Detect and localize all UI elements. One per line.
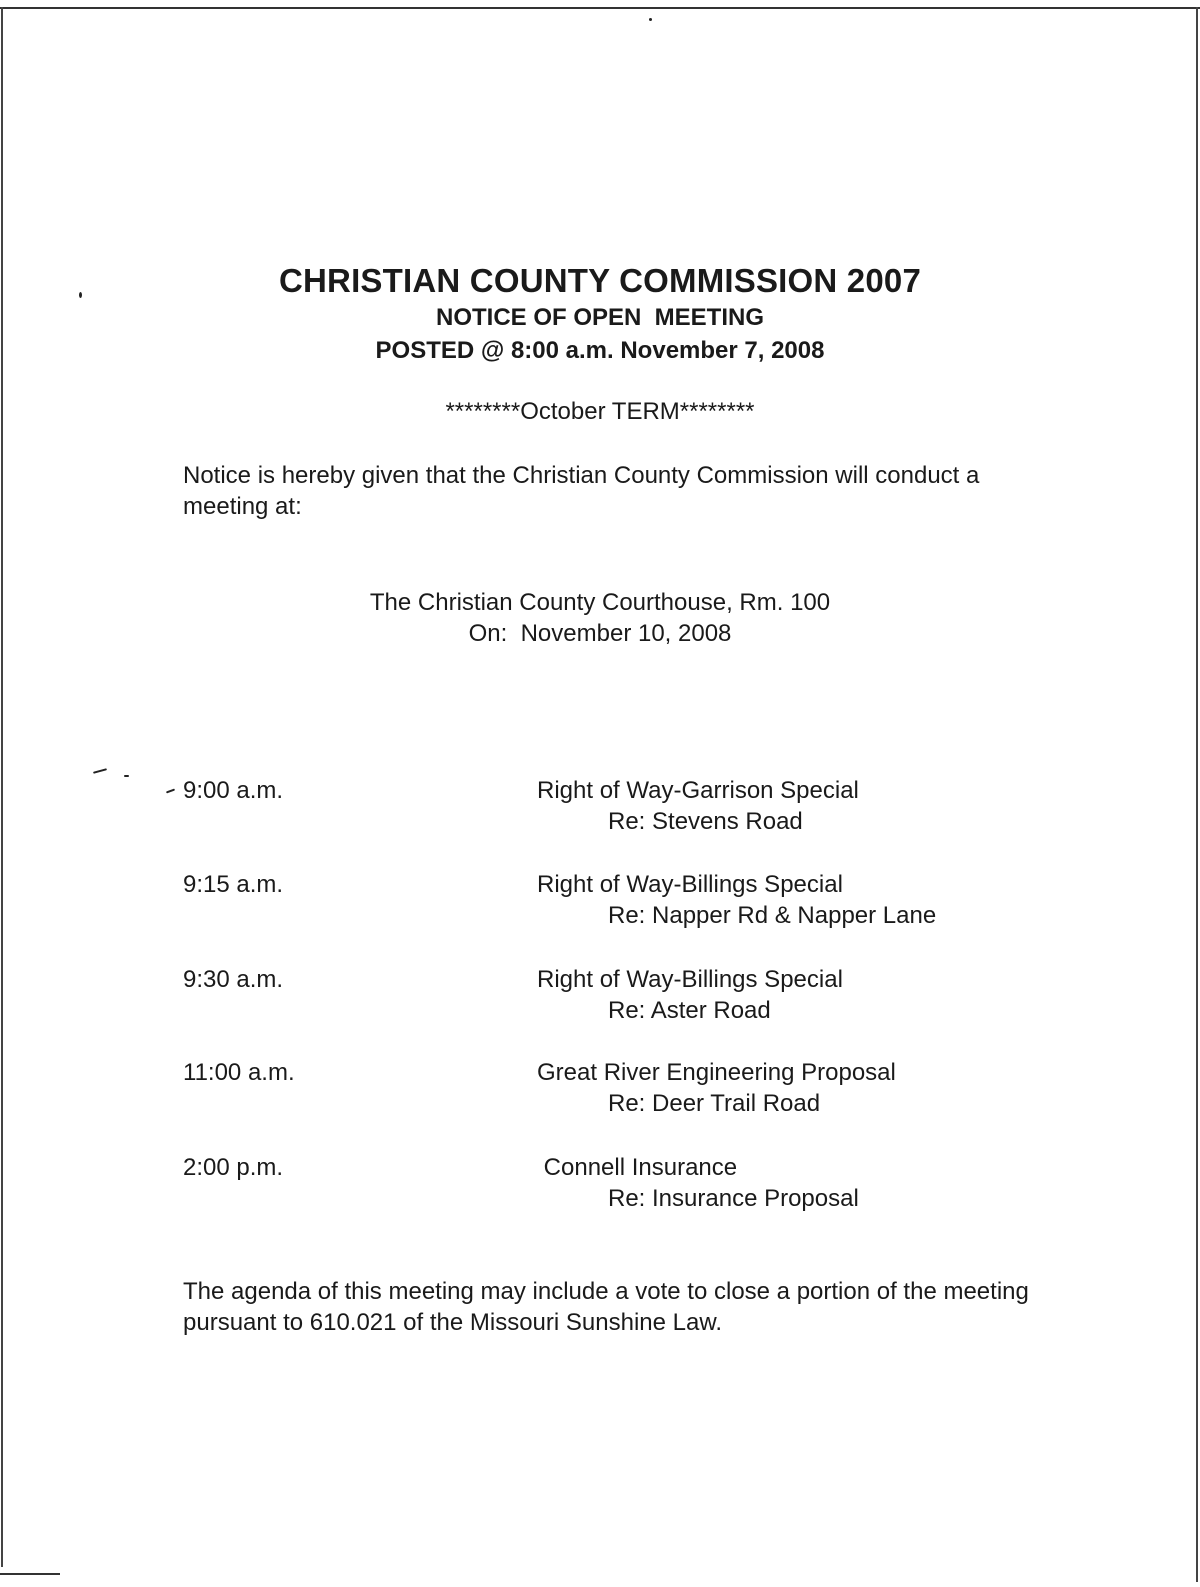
agenda-title: Right of Way-Billings Special: [537, 966, 843, 993]
posted-line: POSTED @ 8:00 a.m. November 7, 2008: [375, 337, 825, 364]
agenda-title: Connell Insurance: [537, 1154, 738, 1181]
agenda-time: 9:15 a.m.: [183, 871, 284, 898]
agenda-title: Right of Way-Garrison Special: [537, 777, 859, 804]
agenda-time: 2:00 p.m.: [183, 1154, 284, 1181]
agenda-time: 9:00 a.m.: [183, 777, 284, 804]
agenda-time: 9:30 a.m.: [183, 966, 284, 993]
closing-paragraph: The agenda of this meeting may include a vote to close a portion of the meeting pursuant to 610.021 of the Missouri Sunshine Law.: [183, 1278, 1029, 1336]
location-place: The Christian County Courthouse, Rm. 100: [369, 589, 831, 616]
meeting-location: [0, 587, 1200, 649]
scan-bottom-mark: [0, 1573, 60, 1575]
scan-speck: [124, 775, 129, 777]
term-line: ********October TERM********: [445, 398, 755, 425]
agenda-re: Re: Stevens Road: [608, 808, 803, 835]
agenda-re: Re: Insurance Proposal: [608, 1185, 859, 1212]
agenda-re: Re: Napper Rd & Napper Lane: [608, 902, 937, 929]
notice-paragraph: Notice is hereby given that the Christian County Commission will conduct a meeting at:: [183, 462, 980, 520]
scan-speck: [166, 789, 175, 794]
agenda-title: Great River Engineering Proposal: [537, 1059, 896, 1086]
scan-speck: [93, 768, 107, 774]
location-date: On: November 10, 2008: [468, 620, 732, 647]
agenda-re: Re: Deer Trail Road: [608, 1090, 821, 1117]
agenda-title: Right of Way-Billings Special: [537, 871, 843, 898]
scan-right-border: [1196, 7, 1198, 1582]
scan-speck: [649, 18, 652, 21]
scan-top-border: [0, 7, 1200, 9]
agenda-time: 11:00 a.m.: [183, 1059, 295, 1086]
document-subtitle: NOTICE OF OPEN MEETING: [435, 304, 765, 331]
agenda-re: Re: Aster Road: [608, 997, 771, 1024]
document-title: CHRISTIAN COUNTY COMMISSION 2007: [278, 262, 922, 299]
scan-left-border: [1, 7, 3, 1567]
